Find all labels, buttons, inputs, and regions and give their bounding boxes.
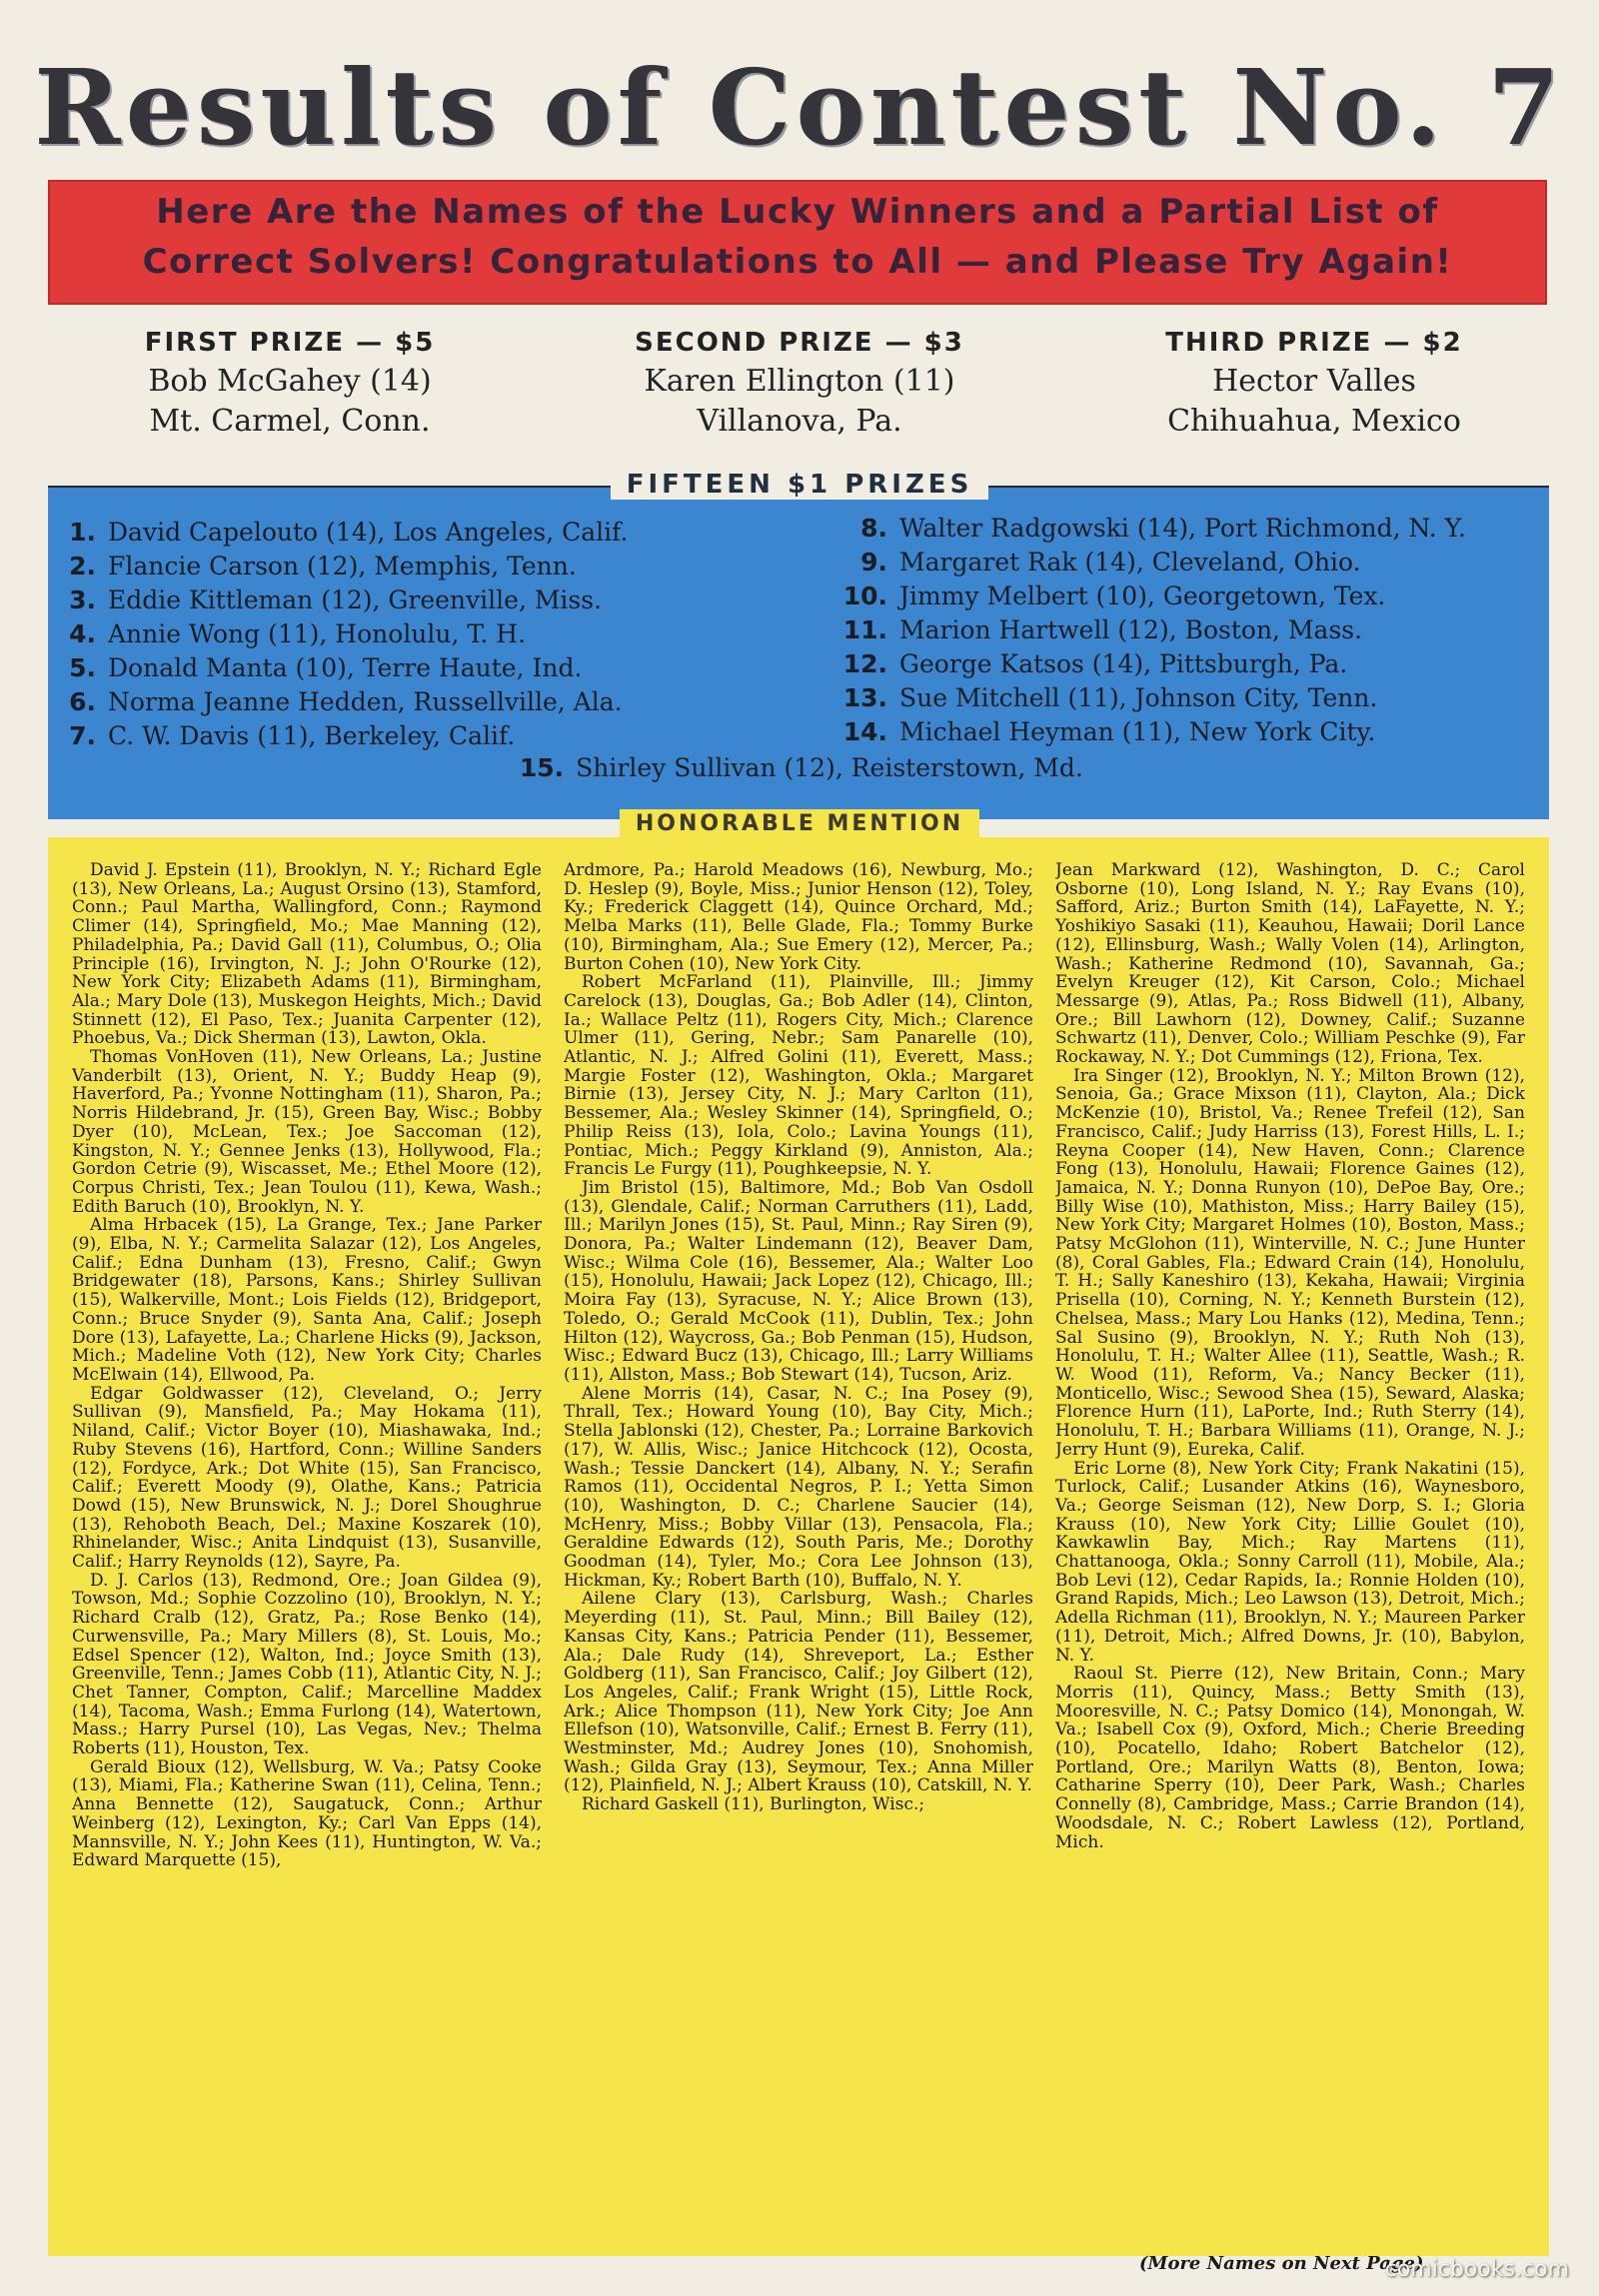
first-prize-winner: Bob McGahey (14) xyxy=(148,364,432,399)
name-paragraph: Robert McFarland (11), Plainville, Ill.; Jimmy Carelock (13), Douglas, Ga.; Bob Adler (14), Clinton, Ia.; Wallace Peltz (11), Rogers City, Mich.; Clarence Ulmer (11), Gering, Nebr.; Sam Panarelle (10), Atlantic, N. J.; Alfred Golini (11), Everett, Mass.; Margie Foster (12), Washington, Okla.; Margaret Birnie (13), Jersey City, N. J.; Mary Carlton (11), Bessemer, Ala.; Wesley Skinner (14), Springfield, O.; Philip Reiss (13), Iola, Colo.; Lavina Youngs (11), Pontiac, Mich.; Peggy Kirkland (9), Anniston, Ala.; Francis Le Furgy (11), Poughkeepsie, N. Y. xyxy=(564,972,1033,1180)
honorable-column-1 xyxy=(72,861,542,2240)
fifteen-prizes-heading: FIFTEEN $1 PRIZES xyxy=(0,470,1599,500)
name-paragraph: Gerald Bioux (12), Wellsburg, W. Va.; Patsy Cooke (13), Miami, Fla.; Katherine Swan (11), Celina, Tenn.; Anna Bennette (12), Saugatuck, Conn.; Arthur Weinberg (12), Lexington, Ky.; Carl Van Epps (14), Mannsville, N. Y.; John Kees (11), Huntington, W. Va.; Edward Marquette (15), xyxy=(72,1756,542,1871)
prize-list-left xyxy=(48,516,768,753)
second-prize-winner: Karen Ellington (11) xyxy=(644,364,955,399)
list-item: 1. David Capelouto (14), Los Angeles, Calif. xyxy=(69,518,629,547)
list-item: 4. Annie Wong (11), Honolulu, T. H. xyxy=(69,619,527,648)
honorable-column-3 xyxy=(1055,861,1525,2240)
name-paragraph: Raoul St. Pierre (12), New Britain, Conn.; Mary Morris (11), Quincy, Mass.; Betty Smith (13), Mooresville, N. C.; Patsy Domico (14), Monongah, W. Va.; Isabell Cox (9), Oxford, Mich.; Cherie Breeding (10), Pocatello, Idaho; Robert Batchelor (12), Portland, Ore.; Marilyn Watts (8), Benton, Iowa; Catharine Sperry (10), Deer Park, Wash.; Charles Connelly (8), Cambridge, Mass.; Carrie Brandon (14), Woodsdale, N. C.; Robert Lawless (12), Portland, Mich. xyxy=(1055,1664,1525,1852)
banner-line-2: Correct Solvers! Congratulations to All — and Please Try Again! xyxy=(142,242,1453,282)
name-paragraph: Richard Gaskell (11), Burlington, Wisc.; xyxy=(582,1794,925,1815)
third-prize xyxy=(1074,328,1554,442)
prize-list-last xyxy=(0,751,1599,785)
first-prize-place: Mt. Carmel, Conn. xyxy=(149,404,431,439)
name-paragraph: Alma Hrbacek (15), La Grange, Tex.; Jane Parker (9), Elba, N. Y.; Carmelita Salazar (12), Los Angeles, Calif.; Edna Dunham (13), Fresno, Calif.; Gwyn Bridgewater (18), Parsons, Kans.; Shirley Sullivan (15), Walkerville, Mont.; Lois Fields (12), Bridgeport, Conn.; Bruce Snyder (9), Santa Ana, Calif.; Joseph Dore (13), Lafayette, La.; Charlene Hicks (9), Jackson, Mich.; Madeline Voth (12), New York City; Charles McElwain (14), Ellwood, Pa. xyxy=(72,1215,542,1385)
name-paragraph: Alene Morris (14), Casar, N. C.; Ina Posey (9), Thrall, Tex.; Howard Young (10), Bay City, Mich.; Stella Jablonski (12), Chester, Pa.; Lorraine Barkovich (17), W. Allis, Wisc.; Janice Hitchcock (12), Ocosta, Wash.; Tessie Danckert (14), Albany, N. Y.; Serafin Ramos (11), Occidental Negros, P. I.; Yetta Simon (10), Washington, D. C.; Charlene Saucier (14), McHenry, Miss.; Bobby Villar (13), Pensacola, Fla.; Geraldine Edwards (12), South Paris, Me.; Dorothy Goodman (14), Tyler, Mo.; Cora Lee Johnson (13), Hickman, Ky.; Robert Barth (10), Buffalo, N. Y. xyxy=(564,1383,1033,1591)
list-item: 9. Margaret Rak (14), Cleveland, Ohio. xyxy=(860,548,1361,576)
intro-banner xyxy=(48,180,1547,305)
list-item: 13. Sue Mitchell (11), Johnson City, Tenn. xyxy=(842,683,1378,712)
name-paragraph: D. J. Carlos (13), Redmond, Ore.; Joan Gildea (9), Towson, Md.; Sophie Cozzolino (10), Brooklyn, N. Y.; Richard Cralb (12), Gratz, Pa.; Rose Benko (14), Curwensville, Pa.; Mary Millers (8), St. Louis, Mo.; Edsel Spencer (12), Walton, Ind.; Joyce Smith (13), Greenville, Tenn.; James Cobb (11), Atlantic City, N. J.; Chet Tanner, Compton, Calif.; Marcelline Maddex (14), Tacoma, Wash.; Emma Furlong (14), Watertown, Mass.; Harry Pursel (10), Las Vegas, Nev.; Thelma Roberts (11), Houston, Tex. xyxy=(72,1570,542,1759)
name-paragraph: Ardmore, Pa.; Harold Meadows (16), Newburg, Mo.; D. Heslep (9), Boyle, Miss.; Junior Henson (12), Toley, Ky.; Frederick Claggett (14), Quince Orchard, Md.; Melba Marks (11), Belle Glade, Fla.; Tommy Burke (10), Birmingham, Ala.; Sue Emery (12), Mercer, Pa.; Burton Cohen (10), New York City. xyxy=(564,861,1033,974)
name-paragraph: Ailene Clary (13), Carlsburg, Wash.; Charles Meyerding (11), St. Paul, Minn.; Bill Bailey (12), Kansas City, Kans.; Patricia Pender (11), Bessemer, Ala.; Dale Rudy (14), Shreveport, La.; Esther Goldberg (11), San Francisco, Calif.; Joy Gilbert (12), Los Angeles, Calif.; Frank Wright (15), Little Rock, Ark.; Alice Thompson (11), New York City; Joe Ann Ellefson (10), Watsonville, Calif.; Ernest B. Ferry (11), Westminster, Md.; Audrey Jones (10), Snohomish, Wash.; Gilda Gray (13), Seymour, Tex.; Anna Miller (12), Plainfield, N. J.; Albert Krauss (10), Catskill, N. Y. xyxy=(564,1589,1033,1796)
second-prize-heading: SECOND PRIZE — $3 xyxy=(635,328,964,358)
name-paragraph: Jean Markward (12), Washington, D. C.; Carol Osborne (10), Long Island, N. Y.; Ray Evans (10), Safford, Ariz.; Burton Smith (14), LaFayette, N. Y.; Yoshikiyo Sasaki (11), Keauhou, Hawaii; Doril Lance (12), Ellinsburg, Wash.; Wally Volen (14), Arlington, Wash.; Katherine Redmond (10), Savannah, Ga.; Evelyn Kreuger (12), Kit Carson, Colo.; Michael Messarge (9), Atlas, Pa.; Ross Bidwell (11), Albany, Ore.; Bill Lawhorn (12), Downey, Calif.; Suzanne Schwartz (11), Denver, Colo.; William Peschke (9), Far Rockaway, N. Y.; Dot Cummings (12), Friona, Tex. xyxy=(1055,861,1525,1068)
name-paragraph: Thomas VonHoven (11), New Orleans, La.; Justine Vanderbilt (13), Orient, N. Y.; Buddy Heap (9), Haverford, Pa.; Yvonne Nottingham (11), Sharon, Pa.; Norris Hildebrand, Jr. (15), Green Bay, Wisc.; Bobby Dyer (10), McLean, Tex.; Joe Saccoman (12), Kingston, N. Y.; Gennee Jenks (13), Hollywood, Fla.; Gordon Cetrie (9), Wiscasset, Me.; Ethel Moore (12), Corpus Christi, Tex.; Jean Toulou (11), Kewa, Wash.; Edith Baruch (10), Brooklyn, N. Y. xyxy=(72,1047,542,1217)
third-prize-place: Chihuahua, Mexico xyxy=(1167,404,1461,439)
name-paragraph: David J. Epstein (11), Brooklyn, N. Y.; Richard Egle (13), New Orleans, La.; August Orsino (13), Stamford, Conn.; Paul Martha, Wallingford, Conn.; Raymond Climer (14), Springfield, Mo.; Mae Manning (12), Philadelphia, Pa.; David Gall (11), Columbus, O.; Olia Principle (16), Irvington, N. J.; John O'Rourke (12), New York City; Elizabeth Adams (11), Birmingham, Ala.; Mary Dole (13), Muskegon Heights, Mich.; David Stinnett (12), El Paso, Tex.; Juanita Carpenter (12), Phoebus, Va.; Dick Sherman (13), Lawton, Okla. xyxy=(72,861,542,1049)
list-item: 6. Norma Jeanne Hedden, Russellville, Ala. xyxy=(69,687,623,716)
third-prize-winner: Hector Valles xyxy=(1212,364,1416,399)
honorable-column-2 xyxy=(564,861,1033,2240)
list-item: 7. C. W. Davis (11), Berkeley, Calif. xyxy=(69,721,516,750)
name-paragraph: Eric Lorne (8), New York City; Frank Nakatini (15), Turlock, Calif.; Lusander Atkins (16), Waynesboro, Va.; George Seisman (12), New Dorp, S. I.; Gloria Krauss (10), New York City; Lillie Goulet (10), Kawkawlin Bay, Mich.; Ray Martens (11), Chattanooga, Okla.; Sonny Carroll (11), Mobile, Ala.; Bob Levi (12), Cedar Rapids, Ia.; Ronnie Holden (10), Grand Rapids, Mich.; Leo Lawson (13), Detroit, Mich.; Adella Richman (11), Brooklyn, N. Y.; Maureen Parker (11), Detroit, Mich.; Alfred Downs, Jr. (10), Babylon, N. Y. xyxy=(1055,1458,1525,1666)
third-prize-heading: THIRD PRIZE — $2 xyxy=(1165,328,1463,358)
name-paragraph: Jim Bristol (15), Baltimore, Md.; Bob Van Osdoll (13), Glendale, Calif.; Norman Carruthers (11), Ladd, Ill.; Marilyn Jones (15), St. Paul, Minn.; Ray Siren (9), Donora, Pa.; Walter Lindemann (12), Beaver Dam, Wisc.; Wilma Cole (16), Bessemer, Ala.; Walter Loo (15), Honolulu, Hawaii; Jack Lopez (12), Chicago, Ill.; Moira Fay (13), Syracuse, N. Y.; Alice Brown (13), Toledo, O.; Gerald McCook (11), Dublin, Tex.; John Hilton (12), Waycross, Ga.; Bob Penman (15), Hudson, Wisc.; Edward Bucz (13), Chicago, Ill.; Larry Williams (11), Allston, Mass.; Bob Stewart (14), Tucson, Ariz. xyxy=(564,1177,1033,1385)
list-item: 10. Jimmy Melbert (10), Georgetown, Tex. xyxy=(842,581,1386,610)
list-item: 3. Eddie Kittleman (12), Greenville, Miss. xyxy=(69,585,603,614)
list-item: 15. Shirley Sullivan (12), Reisterstown, Md. xyxy=(519,753,1083,782)
list-item: 11. Marion Hartwell (12), Boston, Mass. xyxy=(842,615,1363,644)
list-item: 14. Michael Heyman (11), New York City. xyxy=(842,717,1376,746)
second-prize-place: Villanova, Pa. xyxy=(697,404,902,439)
honorable-mention-heading: HONORABLE MENTION xyxy=(0,811,1599,836)
site-watermark: comicbooks.com xyxy=(1384,2257,1569,2282)
name-paragraph: Ira Singer (12), Brooklyn, N. Y.; Milton Brown (12), Senoia, Ga.; Grace Mixson (11), Clayton, Ala.; Dick McKenzie (10), Bristol, Va.; Renee Trefeil (12), San Francisco, Calif.; Judy Harriss (13), Forest Hills, L. I.; Reyna Cooper (14), New Haven, Conn.; Clarence Fong (13), Honolulu, Hawaii; Florence Gaines (12), Jamaica, N. Y.; Donna Runyon (10), DePoe Bay, Ore.; Billy Wise (10), Mathiston, Miss.; Harry Bailey (15), New York City; Margaret Holmes (10), Boston, Mass.; Patsy McGlohon (11), Winterville, N. C.; June Hunter (8), Coral Gables, Fla.; Edward Crain (14), Honolulu, T. H.; Sally Kaneshiro (13), Kekaha, Hawaii; Virginia Prisella (10), Corning, N. Y.; Kenneth Burstein (12), Chelsea, Mass.; Mary Lou Hanks (12), Medina, Tenn.; Sal Susino (9), Brooklyn, N. Y.; Ruth Noh (13), Honolulu, T. H.; Walter Allee (11), Seattle, Wash.; R. W. Wood (11), Reform, Va.; Nancy Becker (11), Monticello, Wisc.; Sewood Shea (15), Seward, Alaska; Florence Hurn (11), LaPorte, Ind.; Ruth Sterry (14), Honolulu, T. H.; Barbara Williams (11), Orange, N. J.; Jerry Hunt (9), Eureka, Calif. xyxy=(1055,1065,1525,1460)
more-names-note: (More Names on Next Page) xyxy=(1139,2253,1424,2274)
list-item: 5. Donald Manta (10), Terre Haute, Ind. xyxy=(69,653,583,682)
prize-list-right xyxy=(839,512,1539,749)
list-item: 12. George Katsos (14), Pittsburgh, Pa. xyxy=(842,649,1348,678)
first-prize xyxy=(50,328,530,442)
page-title: Results of Contest No. 7 xyxy=(34,46,1565,169)
banner-line-1: Here Are the Names of the Lucky Winners and a Partial List of xyxy=(156,192,1439,232)
list-item: 8. Walter Radgowski (14), Port Richmond, N. Y. xyxy=(860,514,1466,543)
second-prize xyxy=(560,328,1039,442)
list-item: 2. Flancie Carson (12), Memphis, Tenn. xyxy=(69,552,577,580)
name-paragraph: Edgar Goldwasser (12), Cleveland, O.; Jerry Sullivan (9), Mansfield, Pa.; May Hokama (11), Niland, Calif.; Victor Boyer (10), Miashawaka, Ind.; Ruby Stevens (16), Hartford, Conn.; Willine Sanders (12), Fordyce, Ark.; Dot White (15), San Francisco, Calif.; Everett Moody (9), Olathe, Kans.; Patricia Dowd (15), New Brunswick, N. J.; Dorel Shoughrue (13), Rehoboth Beach, Del.; Maxine Koszarek (10), Rhinelander, Wisc.; Anita Lindquist (13), Susanville, Calif.; Harry Reynolds (12), Sayre, Pa. xyxy=(72,1383,542,1573)
first-prize-heading: FIRST PRIZE — $5 xyxy=(144,328,436,358)
